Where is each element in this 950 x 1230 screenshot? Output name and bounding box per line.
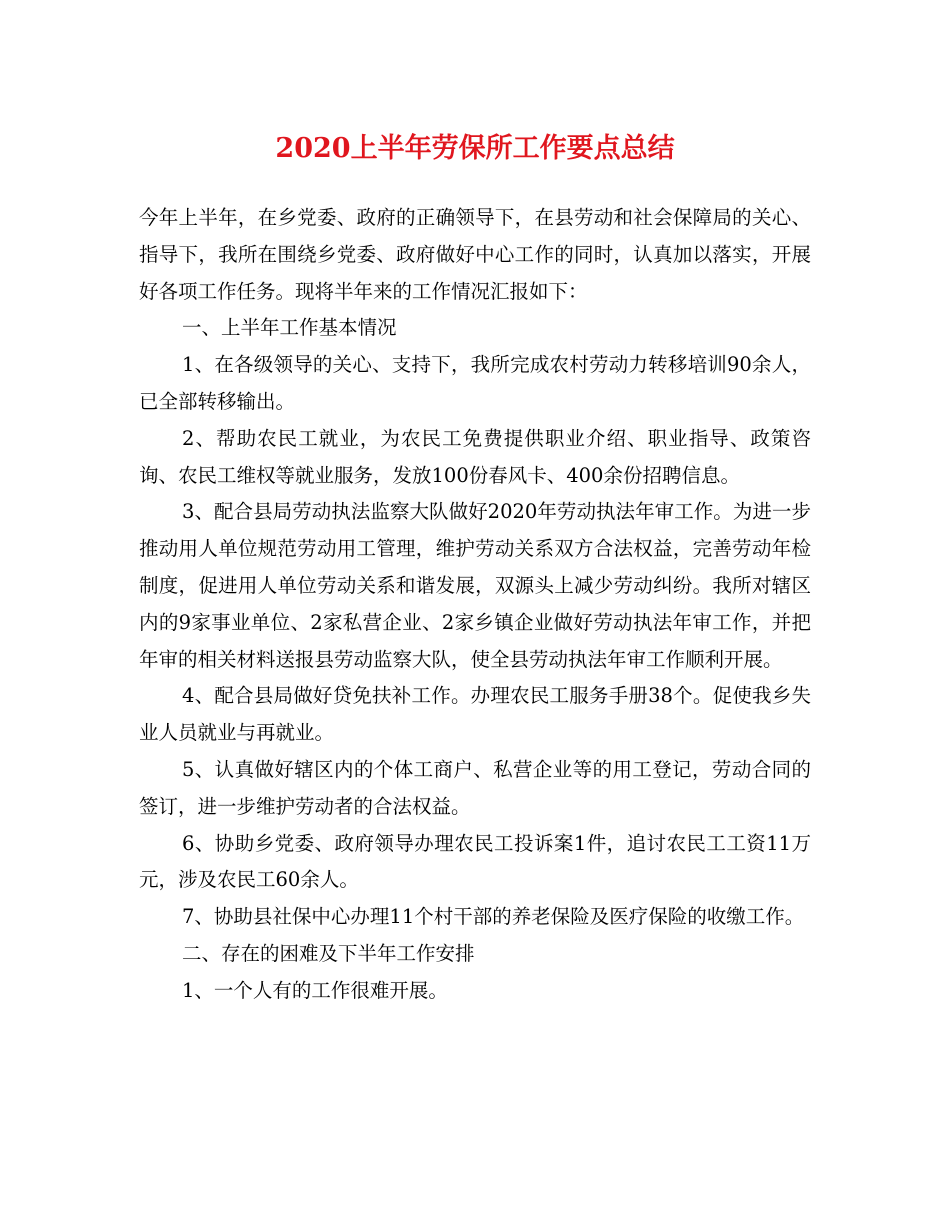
- document-body: [139, 200, 811, 1010]
- intro-paragraph: 今年上半年，在乡党委、政府的正确领导下，在县劳动和社会保障局的关心、指导下，我所在围绕乡党委、政府做好中心工作的同时，认真加以落实，开展好各项工作任务。现将半年来的工作情况汇报如下：: [139, 206, 811, 303]
- paragraph-item-4: 4、配合县局做好贷免扶补工作。办理农民工服务手册38个。促使我乡失业人员就业与再就业。: [139, 684, 811, 745]
- paragraph-item-7: 7、协助县社保中心办理11个村干部的养老保险及医疗保险的收缴工作。: [182, 905, 805, 929]
- paragraph-item-3: 3、配合县局劳动执法监察大队做好2020年劳动执法年审工作。为进一步推动用人单位规范劳动用工管理，维护劳动关系双方合法权益，完善劳动年检制度，促进用人单位劳动关系和谐发展，双源头上减少劳动纠纷。我所对辖区内的9家事业单位、2家私营企业、2家乡镇企业做好劳动执法年审工作，并把年审的相关材料送报县劳动监察大队，使全县劳动执法年审工作顺利开展。: [139, 500, 811, 671]
- paragraph-item-5: 5、认真做好辖区内的个体工商户、私营企业等的用工登记，劳动合同的签订，进一步维护劳动者的合法权益。: [139, 757, 811, 818]
- paragraph-item-2: 2、帮助农民工就业，为农民工免费提供职业介绍、职业指导、政策咨询、农民工维权等就业服务，发放100份春风卡、400余份招聘信息。: [139, 426, 811, 487]
- section-heading-2: 二、存在的困难及下半年工作安排: [182, 941, 475, 965]
- paragraph-item-8: 1、一个人有的工作很难开展。: [182, 978, 448, 1002]
- document-title: 2020上半年劳保所工作要点总结: [275, 133, 675, 164]
- paragraph-item-1: 1、在各级领导的关心、支持下，我所完成农村劳动力转移培训90余人，已全部转移输出。: [139, 353, 811, 413]
- paragraph-item-6: 6、协助乡党委、政府领导办理农民工投诉案1件，追讨农民工工资11万元，涉及农民工60余人。: [139, 831, 811, 892]
- section-heading-1: 一、上半年工作基本情况: [182, 316, 397, 340]
